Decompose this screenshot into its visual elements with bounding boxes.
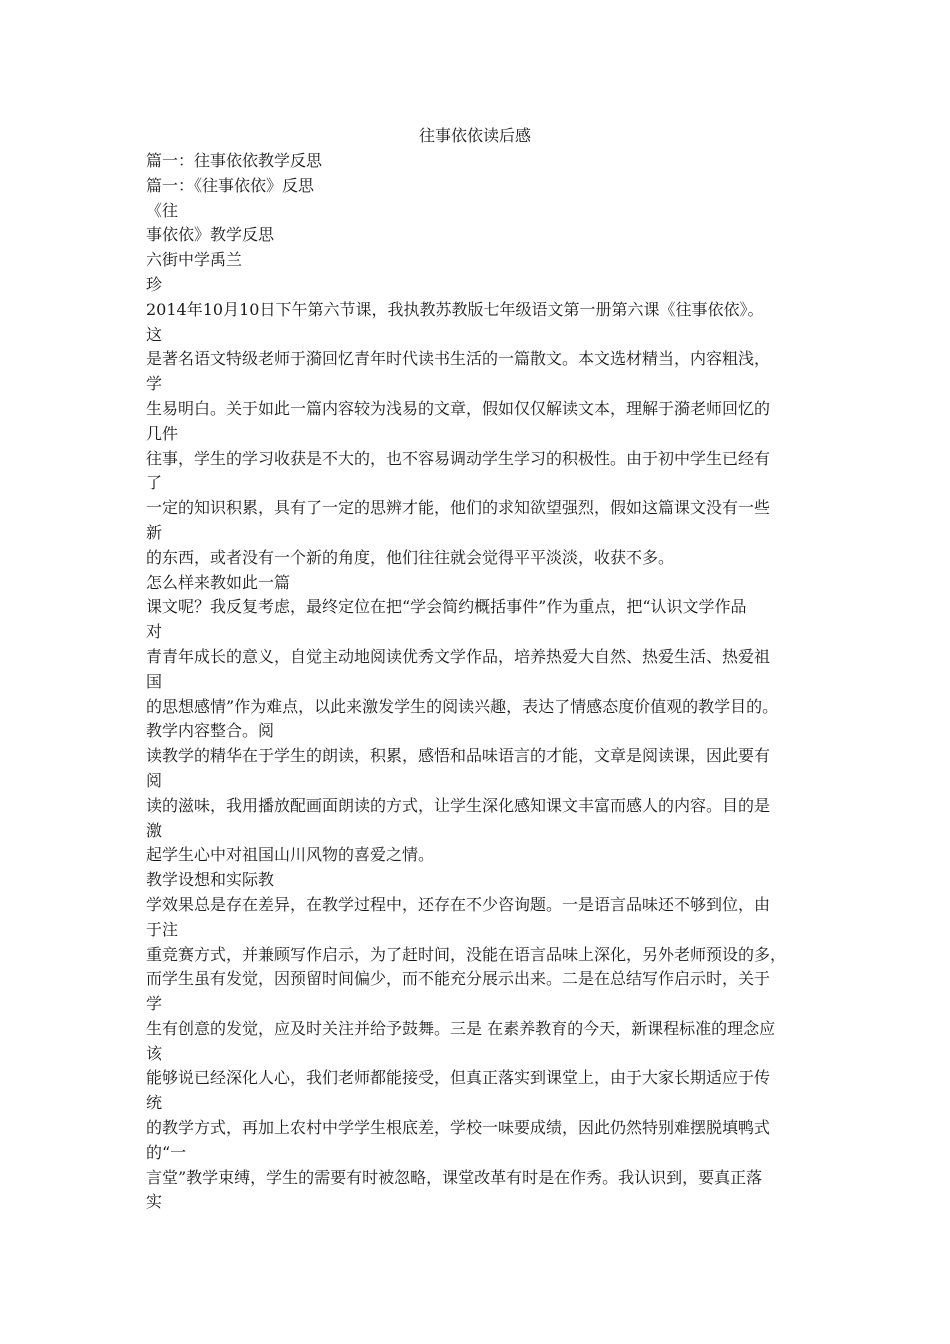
document-body (146, 149, 826, 1215)
text-line: 生有创意的发觉，应及时关注并给予鼓舞。三是 在素养教育的今天，新课程标准的理念应 (146, 1018, 776, 1038)
text-line: 而学生虽有发觉，因预留时间偏少，而不能充分展示出来。二是在总结写作启示时，关于 (146, 969, 771, 989)
text-line: 的思想感情”作为难点，以此来激发学生的阅读兴趣，表达了情感态度价值观的教学目的。 (146, 696, 779, 716)
text-line: 2014年10月10日下午第六节课，我执教苏教版七年级语文第一册第六课《往事依依》。 (146, 299, 764, 319)
text-line: 学 (146, 374, 163, 394)
text-line: 篇一：《往事依依》反思 (146, 175, 315, 195)
text-line: 国 (146, 671, 163, 691)
text-line: 珍 (146, 274, 163, 294)
text-line: 学 (146, 994, 163, 1014)
text-line: 教学设想和实际教 (146, 870, 275, 890)
text-line: 篇一：往事依依教学反思 (146, 151, 323, 170)
text-line: 事依依》教学反思 (146, 225, 275, 245)
text-line: 生易明白。关于如此一篇内容较为浅易的文章，假如仅仅解读文本，理解于漪老师回忆的 (146, 398, 771, 418)
text-line: 统 (146, 1093, 163, 1113)
text-line: 能够说已经深化人心，我们老师都能接受，但真正落实到课堂上，由于大家长期适应于传 (146, 1068, 771, 1088)
text-line: 阅 (146, 770, 163, 790)
text-line: 起学生心中对祖国山川风物的喜爱之情。 (146, 845, 435, 865)
text-line: 言堂”教学束缚，学生的需要有时被忽略，课堂改革有时是在作秀。我认识到，要真正落 (146, 1167, 763, 1187)
text-line: 这 (146, 324, 163, 344)
text-line: 该 (146, 1043, 163, 1063)
text-line: 一定的知识积累，具有了一定的思辨才能，他们的求知欲望强烈，假如这篇课文没有一些 (146, 498, 771, 518)
text-line: 课文呢？我反复考虑，最终定位在把“学会简约概括事件”作为重点，把“认识文学作品 (146, 597, 747, 617)
text-line: 的东西，或者没有一个新的角度，他们往往就会觉得平平淡淡，收获不多。 (146, 547, 675, 567)
text-line: 读的滋味，我用播放配画面朗读的方式，让学生深化感知课文丰富而感人的内容。目的是 (146, 795, 771, 815)
text-line: 对 (146, 622, 163, 642)
text-line: 激 (146, 820, 163, 840)
document-title: 往事依依读后感 (418, 126, 531, 145)
text-line: 重竞赛方式，并兼顾写作启示，为了赶时间，没能在语言品味上深化，另外老师预设的多， (146, 944, 787, 964)
text-line: 怎么样来教如此一篇 (146, 572, 291, 592)
text-line: 实 (146, 1192, 163, 1212)
text-line: 往事，学生的学习收获是不大的，也不容易调动学生学习的积极性。由于初中学生已经有 (146, 448, 771, 468)
text-line: 是著名语文特级老师于漪回忆青年时代读书生活的一篇散文。本文选材精当，内容粗浅， (146, 349, 771, 369)
text-line: 几件 (146, 423, 179, 443)
text-line: 于注 (146, 919, 179, 939)
text-line: 青青年成长的意义，自觉主动地阅读优秀文学作品，培养热爱大自然、热爱生活、热爱祖 (146, 646, 771, 666)
text-line: 学效果总是存在差异，在教学过程中，还存在不少咨询题。一是语言品味还不够到位，由 (146, 894, 771, 914)
text-line: 六街中学禹兰 (146, 250, 243, 270)
text-line: 读教学的精华在于学生的朗读，积累，感悟和品味语言的才能，文章是阅读课，因此要有 (146, 746, 771, 766)
text-line: 的教学方式，再加上农村中学学生根底差，学校一味要成绩，因此仍然特别难摆脱填鸭式 (146, 1118, 771, 1138)
text-line: 的“一 (146, 1142, 187, 1162)
text-line: 新 (146, 522, 163, 542)
text-line: 了 (146, 473, 163, 493)
text-line: 教学内容整合。阅 (146, 721, 275, 741)
text-line: 《往 (146, 200, 179, 220)
